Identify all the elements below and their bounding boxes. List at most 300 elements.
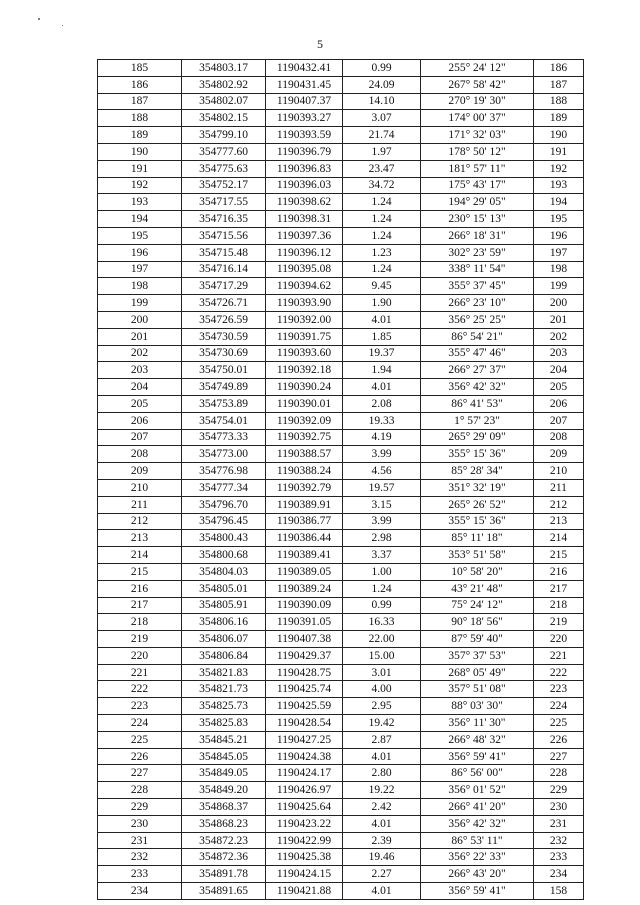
table-row	[98, 328, 584, 345]
table-row	[98, 311, 584, 328]
distance-cell: 0.99	[343, 597, 421, 614]
point-number-cell: 208	[98, 446, 182, 463]
bearing-cell: 266° 43' 20"	[421, 866, 534, 883]
x-coordinate-cell: 354730.59	[182, 328, 266, 345]
x-coordinate-cell: 354773.00	[182, 446, 266, 463]
x-coordinate-cell: 354754.01	[182, 412, 266, 429]
y-coordinate-cell: 1190423.22	[266, 815, 343, 832]
bearing-cell: 181° 57' 11"	[421, 160, 534, 177]
table-row	[98, 244, 584, 261]
x-coordinate-cell: 354825.73	[182, 698, 266, 715]
y-coordinate-cell: 1190427.25	[266, 731, 343, 748]
bearing-cell: 90° 18' 56"	[421, 614, 534, 631]
next-point-cell: 197	[534, 244, 584, 261]
distance-cell: 4.19	[343, 429, 421, 446]
x-coordinate-cell: 354753.89	[182, 395, 266, 412]
y-coordinate-cell: 1190398.62	[266, 194, 343, 211]
point-number-cell: 195	[98, 227, 182, 244]
table-row	[98, 748, 584, 765]
y-coordinate-cell: 1190395.08	[266, 261, 343, 278]
point-number-cell: 222	[98, 681, 182, 698]
point-number-cell: 200	[98, 311, 182, 328]
y-coordinate-cell: 1190425.38	[266, 849, 343, 866]
table-row	[98, 563, 584, 580]
point-number-cell: 220	[98, 647, 182, 664]
bearing-cell: 355° 15' 36"	[421, 446, 534, 463]
distance-cell: 23.47	[343, 160, 421, 177]
distance-cell: 19.22	[343, 782, 421, 799]
point-number-cell: 217	[98, 597, 182, 614]
distance-cell: 1.94	[343, 362, 421, 379]
x-coordinate-cell: 354806.07	[182, 631, 266, 648]
distance-cell: 22.00	[343, 631, 421, 648]
next-point-cell: 186	[534, 60, 584, 77]
point-number-cell: 207	[98, 429, 182, 446]
next-point-cell: 222	[534, 664, 584, 681]
next-point-cell: 206	[534, 395, 584, 412]
table-row	[98, 278, 584, 295]
x-coordinate-cell: 354849.05	[182, 765, 266, 782]
bearing-cell: 265° 26' 52"	[421, 496, 534, 513]
point-number-cell: 225	[98, 731, 182, 748]
point-number-cell: 233	[98, 866, 182, 883]
distance-cell: 1.24	[343, 580, 421, 597]
y-coordinate-cell: 1190425.74	[266, 681, 343, 698]
y-coordinate-cell: 1190424.17	[266, 765, 343, 782]
bearing-cell: 356° 59' 41"	[421, 748, 534, 765]
x-coordinate-cell: 354726.71	[182, 295, 266, 312]
point-number-cell: 194	[98, 211, 182, 228]
distance-cell: 24.09	[343, 76, 421, 93]
bearing-cell: 266° 23' 10"	[421, 295, 534, 312]
distance-cell: 19.42	[343, 715, 421, 732]
distance-cell: 4.01	[343, 379, 421, 396]
bearing-cell: 43° 21' 48"	[421, 580, 534, 597]
distance-cell: 1.24	[343, 211, 421, 228]
table-row	[98, 463, 584, 480]
x-coordinate-cell: 354845.21	[182, 731, 266, 748]
x-coordinate-cell: 354891.78	[182, 866, 266, 883]
point-number-cell: 196	[98, 244, 182, 261]
next-point-cell: 199	[534, 278, 584, 295]
y-coordinate-cell: 1190390.09	[266, 597, 343, 614]
next-point-cell: 233	[534, 849, 584, 866]
x-coordinate-cell: 354891.65	[182, 883, 266, 900]
distance-cell: 4.01	[343, 311, 421, 328]
y-coordinate-cell: 1190398.31	[266, 211, 343, 228]
scan-speck	[62, 25, 63, 26]
x-coordinate-cell: 354821.83	[182, 664, 266, 681]
point-number-cell: 211	[98, 496, 182, 513]
table-row	[98, 127, 584, 144]
y-coordinate-cell: 1190422.99	[266, 832, 343, 849]
x-coordinate-cell: 354805.01	[182, 580, 266, 597]
distance-cell: 1.90	[343, 295, 421, 312]
distance-cell: 3.99	[343, 446, 421, 463]
y-coordinate-cell: 1190428.54	[266, 715, 343, 732]
y-coordinate-cell: 1190393.27	[266, 110, 343, 127]
distance-cell: 14.10	[343, 93, 421, 110]
distance-cell: 2.95	[343, 698, 421, 715]
table-row	[98, 883, 584, 900]
y-coordinate-cell: 1190391.05	[266, 614, 343, 631]
y-coordinate-cell: 1190389.41	[266, 547, 343, 564]
x-coordinate-cell: 354776.98	[182, 463, 266, 480]
distance-cell: 3.15	[343, 496, 421, 513]
next-point-cell: 209	[534, 446, 584, 463]
point-number-cell: 198	[98, 278, 182, 295]
y-coordinate-cell: 1190390.01	[266, 395, 343, 412]
next-point-cell: 208	[534, 429, 584, 446]
distance-cell: 2.08	[343, 395, 421, 412]
next-point-cell: 232	[534, 832, 584, 849]
bearing-cell: 268° 05' 49"	[421, 664, 534, 681]
x-coordinate-cell: 354799.10	[182, 127, 266, 144]
table-row	[98, 446, 584, 463]
table-row	[98, 93, 584, 110]
y-coordinate-cell: 1190421.88	[266, 883, 343, 900]
distance-cell: 19.46	[343, 849, 421, 866]
next-point-cell: 215	[534, 547, 584, 564]
next-point-cell: 190	[534, 127, 584, 144]
y-coordinate-cell: 1190396.12	[266, 244, 343, 261]
point-number-cell: 190	[98, 143, 182, 160]
distance-cell: 4.01	[343, 748, 421, 765]
distance-cell: 1.85	[343, 328, 421, 345]
point-number-cell: 224	[98, 715, 182, 732]
bearing-cell: 356° 11' 30"	[421, 715, 534, 732]
table-row	[98, 177, 584, 194]
point-number-cell: 189	[98, 127, 182, 144]
bearing-cell: 230° 15' 13"	[421, 211, 534, 228]
table-row	[98, 295, 584, 312]
point-number-cell: 201	[98, 328, 182, 345]
point-number-cell: 212	[98, 513, 182, 530]
table-row	[98, 782, 584, 799]
table-row	[98, 614, 584, 631]
y-coordinate-cell: 1190392.09	[266, 412, 343, 429]
table-row	[98, 513, 584, 530]
point-number-cell: 214	[98, 547, 182, 564]
table-row	[98, 261, 584, 278]
next-point-cell: 198	[534, 261, 584, 278]
bearing-cell: 88° 03' 30"	[421, 698, 534, 715]
point-number-cell: 229	[98, 799, 182, 816]
next-point-cell: 230	[534, 799, 584, 816]
x-coordinate-cell: 354800.68	[182, 547, 266, 564]
x-coordinate-cell: 354872.36	[182, 849, 266, 866]
bearing-cell: 265° 29' 09"	[421, 429, 534, 446]
y-coordinate-cell: 1190424.15	[266, 866, 343, 883]
next-point-cell: 225	[534, 715, 584, 732]
bearing-cell: 266° 48' 32"	[421, 731, 534, 748]
next-point-cell: 195	[534, 211, 584, 228]
y-coordinate-cell: 1190389.91	[266, 496, 343, 513]
distance-cell: 19.33	[343, 412, 421, 429]
bearing-cell: 86° 54' 21"	[421, 328, 534, 345]
point-number-cell: 191	[98, 160, 182, 177]
next-point-cell: 192	[534, 160, 584, 177]
point-number-cell: 188	[98, 110, 182, 127]
x-coordinate-cell: 354804.03	[182, 563, 266, 580]
table-row	[98, 160, 584, 177]
table-row	[98, 580, 584, 597]
distance-cell: 2.42	[343, 799, 421, 816]
bearing-cell: 86° 41' 53"	[421, 395, 534, 412]
next-point-cell: 217	[534, 580, 584, 597]
bearing-cell: 85° 28' 34"	[421, 463, 534, 480]
distance-cell: 4.01	[343, 883, 421, 900]
bearing-cell: 355° 37' 45"	[421, 278, 534, 295]
point-number-cell: 197	[98, 261, 182, 278]
bearing-cell: 85° 11' 18"	[421, 530, 534, 547]
bearing-cell: 75° 24' 12"	[421, 597, 534, 614]
next-point-cell: 212	[534, 496, 584, 513]
y-coordinate-cell: 1190389.05	[266, 563, 343, 580]
next-point-cell: 204	[534, 362, 584, 379]
distance-cell: 1.00	[343, 563, 421, 580]
x-coordinate-cell: 354750.01	[182, 362, 266, 379]
bearing-cell: 1° 57' 23"	[421, 412, 534, 429]
point-number-cell: 193	[98, 194, 182, 211]
table-row	[98, 815, 584, 832]
table-row	[98, 799, 584, 816]
x-coordinate-cell: 354803.17	[182, 60, 266, 77]
table-row	[98, 379, 584, 396]
point-number-cell: 187	[98, 93, 182, 110]
distance-cell: 2.98	[343, 530, 421, 547]
x-coordinate-cell: 354821.73	[182, 681, 266, 698]
table-row	[98, 479, 584, 496]
y-coordinate-cell: 1190392.18	[266, 362, 343, 379]
table-row	[98, 429, 584, 446]
table-row	[98, 76, 584, 93]
distance-cell: 1.97	[343, 143, 421, 160]
table-body	[98, 60, 584, 900]
distance-cell: 1.23	[343, 244, 421, 261]
point-number-cell: 205	[98, 395, 182, 412]
point-number-cell: 234	[98, 883, 182, 900]
x-coordinate-cell: 354802.07	[182, 93, 266, 110]
next-point-cell: 158	[534, 883, 584, 900]
bearing-cell: 174° 00' 37"	[421, 110, 534, 127]
point-number-cell: 223	[98, 698, 182, 715]
distance-cell: 1.24	[343, 227, 421, 244]
table-row	[98, 664, 584, 681]
y-coordinate-cell: 1190397.36	[266, 227, 343, 244]
distance-cell: 21.74	[343, 127, 421, 144]
point-number-cell: 199	[98, 295, 182, 312]
bearing-cell: 353° 51' 58"	[421, 547, 534, 564]
point-number-cell: 221	[98, 664, 182, 681]
x-coordinate-cell: 354802.15	[182, 110, 266, 127]
bearing-cell: 355° 47' 46"	[421, 345, 534, 362]
bearing-cell: 87° 59' 40"	[421, 631, 534, 648]
point-number-cell: 203	[98, 362, 182, 379]
next-point-cell: 187	[534, 76, 584, 93]
y-coordinate-cell: 1190386.77	[266, 513, 343, 530]
bearing-cell: 86° 53' 11"	[421, 832, 534, 849]
x-coordinate-cell: 354796.45	[182, 513, 266, 530]
next-point-cell: 207	[534, 412, 584, 429]
next-point-cell: 201	[534, 311, 584, 328]
point-number-cell: 213	[98, 530, 182, 547]
bearing-cell: 356° 01' 52"	[421, 782, 534, 799]
next-point-cell: 216	[534, 563, 584, 580]
y-coordinate-cell: 1190425.59	[266, 698, 343, 715]
table-row	[98, 698, 584, 715]
point-number-cell: 231	[98, 832, 182, 849]
y-coordinate-cell: 1190426.97	[266, 782, 343, 799]
point-number-cell: 204	[98, 379, 182, 396]
y-coordinate-cell: 1190388.57	[266, 446, 343, 463]
next-point-cell: 191	[534, 143, 584, 160]
point-number-cell: 216	[98, 580, 182, 597]
next-point-cell: 194	[534, 194, 584, 211]
bearing-cell: 255° 24' 12"	[421, 60, 534, 77]
bearing-cell: 266° 41' 20"	[421, 799, 534, 816]
y-coordinate-cell: 1190425.64	[266, 799, 343, 816]
table-row	[98, 547, 584, 564]
y-coordinate-cell: 1190392.00	[266, 311, 343, 328]
distance-cell: 2.87	[343, 731, 421, 748]
distance-cell: 3.07	[343, 110, 421, 127]
x-coordinate-cell: 354715.48	[182, 244, 266, 261]
x-coordinate-cell: 354845.05	[182, 748, 266, 765]
bearing-cell: 357° 37' 53"	[421, 647, 534, 664]
distance-cell: 3.99	[343, 513, 421, 530]
y-coordinate-cell: 1190389.24	[266, 580, 343, 597]
next-point-cell: 205	[534, 379, 584, 396]
bearing-cell: 351° 32' 19"	[421, 479, 534, 496]
bearing-cell: 302° 23' 59"	[421, 244, 534, 261]
table-row	[98, 631, 584, 648]
distance-cell: 2.80	[343, 765, 421, 782]
distance-cell: 15.00	[343, 647, 421, 664]
table-row	[98, 832, 584, 849]
y-coordinate-cell: 1190390.24	[266, 379, 343, 396]
table-row	[98, 194, 584, 211]
distance-cell: 3.01	[343, 664, 421, 681]
table-row	[98, 227, 584, 244]
next-point-cell: 224	[534, 698, 584, 715]
page-number: 5	[317, 37, 323, 51]
point-number-cell: 206	[98, 412, 182, 429]
x-coordinate-cell: 354716.14	[182, 261, 266, 278]
point-number-cell: 192	[98, 177, 182, 194]
y-coordinate-cell: 1190393.60	[266, 345, 343, 362]
x-coordinate-cell: 354717.55	[182, 194, 266, 211]
next-point-cell: 231	[534, 815, 584, 832]
x-coordinate-cell: 354825.83	[182, 715, 266, 732]
table-row	[98, 765, 584, 782]
distance-cell: 2.39	[343, 832, 421, 849]
next-point-cell: 234	[534, 866, 584, 883]
y-coordinate-cell: 1190429.37	[266, 647, 343, 664]
table-row	[98, 681, 584, 698]
x-coordinate-cell: 354806.16	[182, 614, 266, 631]
y-coordinate-cell: 1190424.38	[266, 748, 343, 765]
table-row	[98, 211, 584, 228]
next-point-cell: 189	[534, 110, 584, 127]
point-number-cell: 227	[98, 765, 182, 782]
next-point-cell: 218	[534, 597, 584, 614]
next-point-cell: 228	[534, 765, 584, 782]
distance-cell: 0.99	[343, 60, 421, 77]
distance-cell: 19.57	[343, 479, 421, 496]
point-number-cell: 215	[98, 563, 182, 580]
distance-cell: 19.37	[343, 345, 421, 362]
bearing-cell: 267° 58' 42"	[421, 76, 534, 93]
y-coordinate-cell: 1190407.38	[266, 631, 343, 648]
distance-cell: 16.33	[343, 614, 421, 631]
table-row	[98, 530, 584, 547]
distance-cell: 34.72	[343, 177, 421, 194]
next-point-cell: 200	[534, 295, 584, 312]
x-coordinate-cell: 354800.43	[182, 530, 266, 547]
next-point-cell: 219	[534, 614, 584, 631]
bearing-cell: 357° 51' 08"	[421, 681, 534, 698]
point-number-cell: 230	[98, 815, 182, 832]
next-point-cell: 229	[534, 782, 584, 799]
distance-cell: 4.01	[343, 815, 421, 832]
bearing-cell: 270° 19' 30"	[421, 93, 534, 110]
bearing-cell: 355° 15' 36"	[421, 513, 534, 530]
point-number-cell: 218	[98, 614, 182, 631]
next-point-cell: 188	[534, 93, 584, 110]
point-number-cell: 232	[98, 849, 182, 866]
y-coordinate-cell: 1190391.75	[266, 328, 343, 345]
y-coordinate-cell: 1190388.24	[266, 463, 343, 480]
next-point-cell: 226	[534, 731, 584, 748]
y-coordinate-cell: 1190386.44	[266, 530, 343, 547]
x-coordinate-cell: 354868.37	[182, 799, 266, 816]
x-coordinate-cell: 354717.29	[182, 278, 266, 295]
bearing-cell: 194° 29' 05"	[421, 194, 534, 211]
bearing-cell: 171° 32' 03"	[421, 127, 534, 144]
coordinates-table	[97, 59, 584, 900]
table-row	[98, 110, 584, 127]
x-coordinate-cell: 354730.69	[182, 345, 266, 362]
table-row	[98, 715, 584, 732]
distance-cell: 9.45	[343, 278, 421, 295]
bearing-cell: 338° 11' 54"	[421, 261, 534, 278]
table-row	[98, 143, 584, 160]
next-point-cell: 221	[534, 647, 584, 664]
x-coordinate-cell: 354868.23	[182, 815, 266, 832]
table-row	[98, 647, 584, 664]
point-number-cell: 186	[98, 76, 182, 93]
x-coordinate-cell: 354777.60	[182, 143, 266, 160]
y-coordinate-cell: 1190396.79	[266, 143, 343, 160]
table-row	[98, 597, 584, 614]
next-point-cell: 213	[534, 513, 584, 530]
x-coordinate-cell: 354849.20	[182, 782, 266, 799]
next-point-cell: 202	[534, 328, 584, 345]
y-coordinate-cell: 1190393.59	[266, 127, 343, 144]
next-point-cell: 227	[534, 748, 584, 765]
x-coordinate-cell: 354752.17	[182, 177, 266, 194]
y-coordinate-cell: 1190394.62	[266, 278, 343, 295]
table-row	[98, 496, 584, 513]
table-row	[98, 731, 584, 748]
bearing-cell: 356° 59' 41"	[421, 883, 534, 900]
x-coordinate-cell: 354716.35	[182, 211, 266, 228]
x-coordinate-cell: 354796.70	[182, 496, 266, 513]
bearing-cell: 356° 25' 25"	[421, 311, 534, 328]
bearing-cell: 10° 58' 20"	[421, 563, 534, 580]
y-coordinate-cell: 1190396.83	[266, 160, 343, 177]
